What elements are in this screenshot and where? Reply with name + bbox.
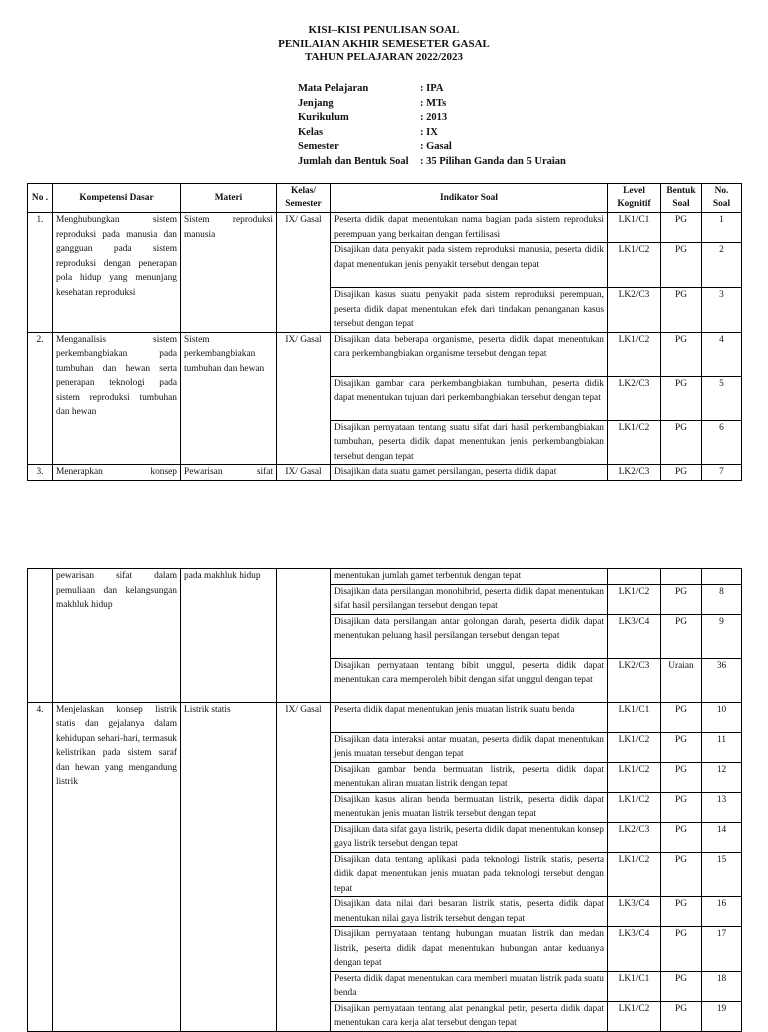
cell-kd: Menerapkan konsep [53,465,181,481]
meta-row [298,97,566,112]
cell-indikator: Disajikan gambar cara perkembangbiakan tumbuhan, peserta didik dapat menentukan tujuan dari perkembangbiakan tersebut dengan tepat [331,376,608,420]
cell-no: 3. [28,465,53,481]
cell-no: 1. [28,213,53,333]
cell-level: LK2/C3 [608,822,661,852]
cell-nosoal: 1 [702,213,742,243]
cell-kd: Menganalisis sistem perkembangbiakan pada tumbuhan dan hewan serta penerapan teknologi pada sistem reproduksi tumbuhan dan hewan [53,332,181,465]
cell-materi: Sistem perkembangbiakan tumbuhan dan hewan [181,332,277,465]
cell-bentuk: PG [661,614,702,658]
cell-nosoal [702,569,742,585]
cell-bentuk: PG [661,1001,702,1031]
cell-level: LK1/C1 [608,213,661,243]
cell-bentuk: PG [661,897,702,927]
cell-level: LK3/C4 [608,927,661,972]
cell-kd: pewarisan sifat dalam pemuliaan dan kelangsungan makhluk hidup [53,569,181,703]
cell-materi: Sistem reproduksi manusia [181,213,277,333]
cell-level: LK1/C2 [608,792,661,822]
cell-nosoal: 18 [702,971,742,1001]
cell-nosoal: 17 [702,927,742,972]
table-row [28,332,742,376]
cell-indikator: Disajikan kasus suatu penyakit pada sistem reproduksi perempuan, peserta didik dapat menentukan efek dari tindakan penanganan kasus tersebut dengan tepat [331,288,608,333]
table-row [28,569,742,585]
cell-bentuk: PG [661,288,702,333]
meta-value: : 2013 [420,112,448,123]
title-line-2: PENILAIAN AKHIR SEMESETER GASAL [278,37,490,50]
cell-indikator: Peserta didik dapat menentukan nama bagian pada sistem reproduksi perempuan yang berkaitan dengan fertilisasi [331,213,608,243]
cell-indikator: Disajikan pernyataan tentang hubungan muatan listrik dan medan listrik, peserta didik dapat menentukan hubungan antar keduanya dengan tepat [331,927,608,972]
meta-label: Semester [298,141,339,152]
cell-kelas [277,569,331,703]
title-line-3: TAHUN PELAJARAN 2022/2023 [304,51,464,63]
cell-level: LK1/C2 [608,1001,661,1031]
cell-nosoal: 12 [702,762,742,792]
grid-table-page-1 [27,183,742,481]
cell-indikator: Disajikan data penyakit pada sistem reproduksi manusia, peserta didik dapat menentukan jenis penyakit tersebut dengan tepat [331,243,608,288]
meta-value: : 35 Pilihan Ganda dan 5 Uraian [420,155,566,167]
meta-row [298,140,566,155]
cell-nosoal: 13 [702,792,742,822]
meta-value: : MTs [420,97,447,109]
cell-kelas: IX/ Gasal [277,465,331,481]
cell-nosoal: 3 [702,288,742,333]
cell-bentuk: PG [661,852,702,897]
cell-level: LK2/C3 [608,465,661,481]
cell-level: LK3/C4 [608,897,661,927]
cell-indikator: Disajikan pernyataan tentang bibit unggul, peserta didik dapat menentukan cara memperoleh bibit dengan sifat unggul dengan tepat [331,658,608,702]
cell-level: LK1/C2 [608,420,661,465]
meta-label: Kelas [298,126,324,138]
col-header-no: No . [28,184,53,213]
cell-nosoal: 36 [702,658,742,702]
col-header-indikator: Indikator Soal [331,184,608,213]
cell-nosoal: 9 [702,614,742,658]
cell-indikator: Disajikan kasus aliran benda bermuatan listrik, peserta didik dapat menentukan jenis muatan listrik tersebut dengan tepat [331,792,608,822]
cell-bentuk: PG [661,213,702,243]
cell-bentuk: PG [661,584,702,614]
table-header-row [28,184,742,213]
cell-nosoal: 2 [702,243,742,288]
cell-kelas: IX/ Gasal [277,213,331,333]
cell-no: 2. [28,332,53,465]
meta-row [298,126,566,141]
meta-label: Jenjang [298,97,334,109]
cell-level: LK3/C4 [608,614,661,658]
col-header-level: Level Kognitif [608,184,661,213]
cell-level [608,569,661,585]
cell-materi: Pewarisan sifat [181,465,277,481]
cell-bentuk [661,569,702,585]
grid-table-page-2 [27,568,742,1032]
cell-bentuk: PG [661,420,702,465]
cell-level: LK2/C3 [608,658,661,702]
cell-indikator: Disajikan data tentang aplikasi pada teknologi listrik statis, peserta didik dapat menentukan jenis muatan pada teknologi tersebut dengan tepat [331,852,608,897]
cell-materi: Listrik statis [181,702,277,1031]
title-line-1: KISI–KISI PENULISAN SOAL [308,24,460,36]
cell-no: 4. [28,702,53,1031]
cell-indikator: Disajikan data sifat gaya listrik, peserta didik dapat menentukan konsep gaya listrik tersebut dengan tepat [331,822,608,852]
cell-bentuk: PG [661,702,702,732]
page-break [0,482,768,566]
cell-bentuk: Uraian [661,658,702,702]
cell-indikator: Disajikan pernyataan tentang alat penangkal petir, peserta didik dapat menentukan cara kerja alat tersebut dengan tepat [331,1001,608,1031]
cell-indikator: Disajikan pernyataan tentang suatu sifat dari hasil perkembangbiakan tumbuhan, peserta didik dapat menentukan jenis perkembangbiakan tersebut dengan tepat [331,420,608,465]
cell-level: LK1/C2 [608,762,661,792]
cell-bentuk: PG [661,465,702,481]
cell-kelas: IX/ Gasal [277,332,331,465]
table-row [28,213,742,243]
cell-level: LK1/C2 [608,732,661,762]
cell-bentuk: PG [661,732,702,762]
cell-nosoal: 6 [702,420,742,465]
table-row [28,702,742,732]
cell-nosoal: 14 [702,822,742,852]
cell-nosoal: 19 [702,1001,742,1031]
col-header-materi: Materi [181,184,277,213]
cell-kd: Menjelaskan konsep listrik statis dan gejalanya dalam kehidupan sehari-hari, termasuk kelistrikan pada sistem saraf dan hewan yang mengandung listrik [53,702,181,1031]
cell-bentuk: PG [661,376,702,420]
cell-indikator: Disajikan data interaksi antar muatan, peserta didik dapat menentukan jenis muatan tersebut dengan tepat [331,732,608,762]
cell-level: LK1/C1 [608,702,661,732]
meta-value: : IX [420,126,438,138]
cell-nosoal: 7 [702,465,742,481]
meta-row [298,82,566,97]
table-row [28,465,742,481]
meta-label: Mata Pelajaran [298,83,369,94]
cell-bentuk: PG [661,971,702,1001]
cell-indikator: Disajikan data beberapa organisme, peserta didik dapat menentukan cara perkembangbiakan organisme tersebut dengan tepat [331,332,608,376]
meta-label: Jumlah dan Bentuk Soal [298,155,409,167]
cell-nosoal: 8 [702,584,742,614]
cell-level: LK1/C2 [608,243,661,288]
cell-no [28,569,53,703]
meta-row [298,155,566,170]
cell-bentuk: PG [661,332,702,376]
cell-nosoal: 11 [702,732,742,762]
cell-level: LK1/C1 [608,971,661,1001]
cell-indikator: Disajikan data nilai dari besaran listrik statis, peserta didik dapat menentukan nilai gaya listrik tersebut dengan tepat [331,897,608,927]
cell-kelas: IX/ Gasal [277,702,331,1031]
cell-bentuk: PG [661,822,702,852]
col-header-bentuk: Bentuk Soal [661,184,702,213]
cell-indikator: menentukan jumlah gamet terbentuk dengan tepat [331,569,608,585]
cell-bentuk: PG [661,243,702,288]
cell-nosoal: 15 [702,852,742,897]
cell-indikator: Disajikan data suatu gamet persilangan, peserta didik dapat [331,465,608,481]
cell-nosoal: 5 [702,376,742,420]
cell-indikator: Peserta didik dapat menentukan jenis muatan listrik suatu benda [331,702,608,732]
document-title [0,24,768,65]
cell-level: LK2/C3 [608,376,661,420]
cell-level: LK1/C2 [608,332,661,376]
cell-bentuk: PG [661,762,702,792]
cell-level: LK1/C2 [608,852,661,897]
meta-label: Kurikulum [298,112,349,123]
meta-value: : Gasal [420,141,452,152]
meta-row [298,111,566,126]
meta-value: : IPA [420,83,444,94]
col-header-nosoal: No. Soal [702,184,742,213]
cell-kd: Menghubungkan sistem reproduksi pada manusia dan gangguan pada sistem reproduksi dengan penerapan pola hidup yang menunjang kesehatan reproduksi [53,213,181,333]
cell-materi: pada makhluk hidup [181,569,277,703]
col-header-kelas: Kelas/ Semester [277,184,331,213]
cell-level: LK1/C2 [608,584,661,614]
cell-nosoal: 4 [702,332,742,376]
col-header-kd: Kompetensi Dasar [53,184,181,213]
cell-level: LK2/C3 [608,288,661,333]
cell-indikator: Disajikan data persilangan monohibrid, peserta didik dapat menentukan sifat hasil persilangan tersebut dengan tepat [331,584,608,614]
cell-bentuk: PG [661,792,702,822]
cell-nosoal: 10 [702,702,742,732]
metadata-block [298,82,566,169]
cell-indikator: Disajikan data persilangan antar golongan darah, peserta didik dapat menentukan peluang hasil persilangan tersebut dengan tepat [331,614,608,658]
cell-nosoal: 16 [702,897,742,927]
cell-indikator: Peserta didik dapat menentukan cara memberi muatan listrik pada suatu benda [331,971,608,1001]
cell-bentuk: PG [661,927,702,972]
cell-indikator: Disajikan gambar benda bermuatan listrik, peserta didik dapat menentukan aliran muatan listrik dengan tepat [331,762,608,792]
